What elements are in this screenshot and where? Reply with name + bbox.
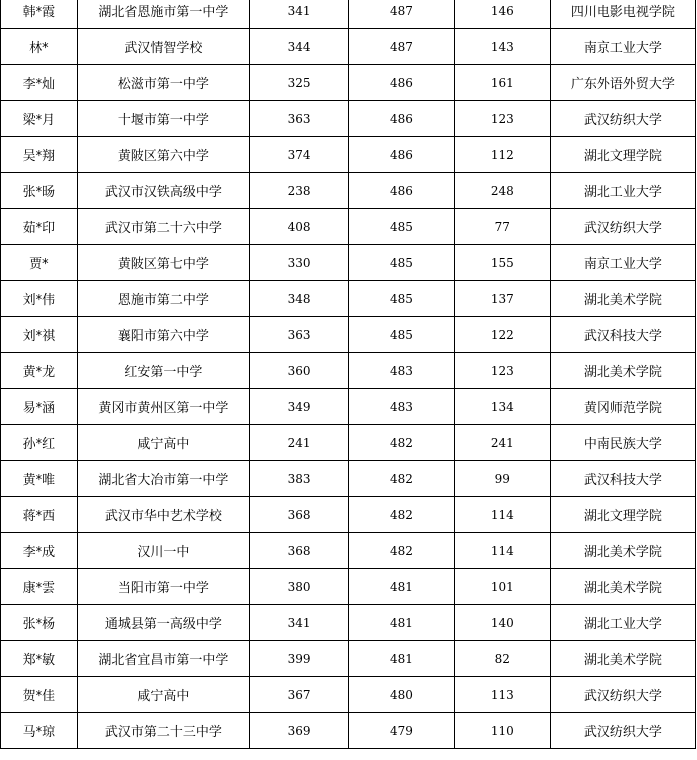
professional-score: 122 [454,317,550,353]
student-name: 黄*唯 [1,461,78,497]
culture-score: 349 [250,389,349,425]
table-row [1,461,696,497]
student-name: 茹*印 [1,209,78,245]
student-name: 林* [1,29,78,65]
table-row [1,677,696,713]
total-score: 485 [348,245,454,281]
total-score: 487 [348,29,454,65]
culture-score: 399 [250,641,349,677]
high-school: 黄冈市黄州区第一中学 [77,389,249,425]
high-school: 湖北省大冶市第一中学 [77,461,249,497]
table-row [1,281,696,317]
admitted-university: 四川电影电视学院 [550,0,695,29]
professional-score: 113 [454,677,550,713]
total-score: 486 [348,65,454,101]
high-school: 咸宁高中 [77,677,249,713]
total-score: 485 [348,209,454,245]
table-row [1,533,696,569]
student-name: 张*旸 [1,173,78,209]
culture-score: 367 [250,677,349,713]
high-school: 黄陂区第六中学 [77,137,249,173]
total-score: 485 [348,317,454,353]
culture-score: 348 [250,281,349,317]
table-row [1,65,696,101]
professional-score: 137 [454,281,550,317]
student-name: 孙*红 [1,425,78,461]
admitted-university: 武汉纺织大学 [550,101,695,137]
student-name: 刘*祺 [1,317,78,353]
culture-score: 341 [250,0,349,29]
culture-score: 325 [250,65,349,101]
professional-score: 82 [454,641,550,677]
table-row [1,137,696,173]
culture-score: 360 [250,353,349,389]
high-school: 汉川一中 [77,533,249,569]
professional-score: 161 [454,65,550,101]
table-row [1,641,696,677]
admitted-university: 湖北美术学院 [550,641,695,677]
student-name: 李*成 [1,533,78,569]
professional-score: 114 [454,533,550,569]
admitted-university: 黄冈师范学院 [550,389,695,425]
admitted-university: 南京工业大学 [550,29,695,65]
culture-score: 374 [250,137,349,173]
admitted-university: 湖北美术学院 [550,353,695,389]
high-school: 武汉情智学校 [77,29,249,65]
high-school: 十堰市第一中学 [77,101,249,137]
professional-score: 248 [454,173,550,209]
professional-score: 112 [454,137,550,173]
admitted-university: 湖北工业大学 [550,605,695,641]
admitted-university: 湖北文理学院 [550,137,695,173]
student-name: 贾* [1,245,78,281]
table-row [1,497,696,533]
total-score: 487 [348,0,454,29]
table-row [1,173,696,209]
high-school: 黄陂区第七中学 [77,245,249,281]
table-row [1,569,696,605]
high-school: 武汉市华中艺术学校 [77,497,249,533]
student-name: 李*灿 [1,65,78,101]
professional-score: 155 [454,245,550,281]
table-row [1,209,696,245]
culture-score: 238 [250,173,349,209]
culture-score: 380 [250,569,349,605]
total-score: 481 [348,605,454,641]
total-score: 485 [348,281,454,317]
professional-score: 101 [454,569,550,605]
professional-score: 123 [454,353,550,389]
high-school: 当阳市第一中学 [77,569,249,605]
total-score: 481 [348,569,454,605]
student-name: 梁*月 [1,101,78,137]
student-name: 易*涵 [1,389,78,425]
admitted-university: 湖北美术学院 [550,533,695,569]
student-name: 马*琼 [1,713,78,749]
total-score: 481 [348,641,454,677]
professional-score: 114 [454,497,550,533]
total-score: 486 [348,101,454,137]
admitted-university: 湖北工业大学 [550,173,695,209]
total-score: 486 [348,173,454,209]
table-row [1,245,696,281]
table-row [1,29,696,65]
total-score: 482 [348,533,454,569]
professional-score: 99 [454,461,550,497]
table-row [1,353,696,389]
professional-score: 123 [454,101,550,137]
admitted-university: 武汉科技大学 [550,317,695,353]
professional-score: 146 [454,0,550,29]
student-name: 康*雲 [1,569,78,605]
total-score: 482 [348,497,454,533]
high-school: 湖北省宜昌市第一中学 [77,641,249,677]
student-name: 贺*佳 [1,677,78,713]
student-name: 吴*翔 [1,137,78,173]
professional-score: 77 [454,209,550,245]
high-school: 武汉市第二十三中学 [77,713,249,749]
table-row [1,0,696,29]
professional-score: 140 [454,605,550,641]
culture-score: 383 [250,461,349,497]
high-school: 武汉市第二十六中学 [77,209,249,245]
student-name: 韩*霞 [1,0,78,29]
professional-score: 241 [454,425,550,461]
culture-score: 344 [250,29,349,65]
culture-score: 363 [250,101,349,137]
student-name: 蒋*西 [1,497,78,533]
total-score: 483 [348,353,454,389]
student-name: 郑*敏 [1,641,78,677]
culture-score: 369 [250,713,349,749]
high-school: 湖北省恩施市第一中学 [77,0,249,29]
admitted-university: 武汉纺织大学 [550,713,695,749]
culture-score: 330 [250,245,349,281]
culture-score: 363 [250,317,349,353]
professional-score: 134 [454,389,550,425]
table-row [1,713,696,749]
table-row [1,317,696,353]
total-score: 479 [348,713,454,749]
high-school: 咸宁高中 [77,425,249,461]
admission-table-body [1,0,696,749]
admitted-university: 中南民族大学 [550,425,695,461]
student-name: 张*杨 [1,605,78,641]
admitted-university: 广东外语外贸大学 [550,65,695,101]
admitted-university: 南京工业大学 [550,245,695,281]
total-score: 486 [348,137,454,173]
high-school: 恩施市第二中学 [77,281,249,317]
admitted-university: 武汉纺织大学 [550,677,695,713]
total-score: 480 [348,677,454,713]
table-row [1,425,696,461]
table-row [1,389,696,425]
professional-score: 143 [454,29,550,65]
high-school: 红安第一中学 [77,353,249,389]
table-row [1,605,696,641]
admitted-university: 湖北美术学院 [550,569,695,605]
high-school: 通城县第一高级中学 [77,605,249,641]
table-row [1,101,696,137]
total-score: 482 [348,461,454,497]
professional-score: 110 [454,713,550,749]
admitted-university: 武汉纺织大学 [550,209,695,245]
admitted-university: 武汉科技大学 [550,461,695,497]
culture-score: 341 [250,605,349,641]
culture-score: 368 [250,497,349,533]
high-school: 松滋市第一中学 [77,65,249,101]
total-score: 482 [348,425,454,461]
culture-score: 241 [250,425,349,461]
high-school: 武汉市汉铁高级中学 [77,173,249,209]
high-school: 襄阳市第六中学 [77,317,249,353]
admitted-university: 湖北文理学院 [550,497,695,533]
student-name: 刘*伟 [1,281,78,317]
admitted-university: 湖北美术学院 [550,281,695,317]
culture-score: 408 [250,209,349,245]
culture-score: 368 [250,533,349,569]
total-score: 483 [348,389,454,425]
student-name: 黄*龙 [1,353,78,389]
